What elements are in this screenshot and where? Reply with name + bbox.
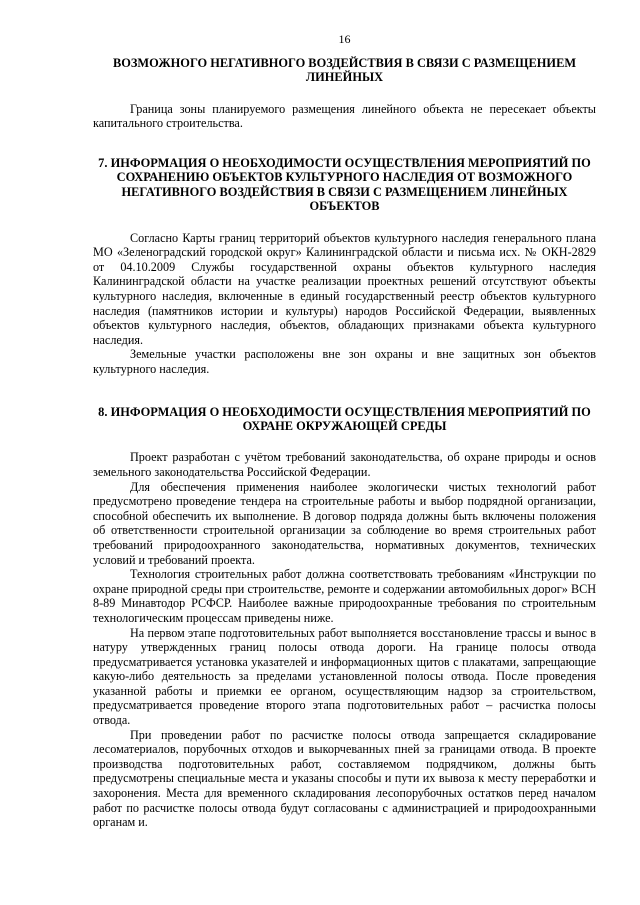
document-page xyxy=(93,32,596,830)
section-8-paragraph-5: При проведении работ по расчистке полосы отвода запрещается складирование лесоматериалов, порубочных отходов и выкорчеванных пней за границами отвода. В проекте производства подготовительных работ, составляемом подрядчиком, должны быть предусмотрены специальные места и указаны способы и пути их вывоза к месту переработки и захоронения. Места для временного складирования лесопорубочных остатков перед началом работ по расчистке полосы отвода будут согласованы с администрацией и природоохранными органам и. xyxy=(93,727,596,830)
section-7-paragraph-1: Согласно Карты границ территорий объектов культурного наследия генерального плана МО «Зеленоградский городской округ» Калининградской области и письма исх. № ОКН-2829 от 04.10.2009 Службы государственной охраны объектов культурного наследия Калининградской области на участке реализации проектных решений отсутствуют объекты культурного наследия, включенные в единый государственный реестр объектов культурного наследия (памятников истории и культуры) народов Российской Федерации, выявленных объектов культурного наследия, объектов, обладающих признаками объекта культурного наследия. xyxy=(93,230,596,347)
section-7-paragraph-2: Земельные участки расположены вне зон охраны и вне защитных зон объектов культурного наследия. xyxy=(93,347,596,376)
section-6-paragraph: Граница зоны планируемого размещения линейного объекта не пересекает объекты капитального строительства. xyxy=(93,101,596,131)
section-6-heading-tail: ВОЗМОЖНОГО НЕГАТИВНОГО ВОЗДЕЙСТВИЯ В СВЯЗИ С РАЗМЕЩЕНИЕМ ЛИНЕЙНЫХ xyxy=(112,56,577,85)
section-8-paragraph-2: Для обеспечения применения наиболее экологически чистых технологий работ предусмотрено проведение тендера на строительные работы и выбор подрядной организации, способной обеспечить их выполнение. В договор подряда должны быть включены положения об ответственности строительной организации за соблюдение во время строительных работ требований природоохранного законодательства, нормативных документов, технических условий и требований проекта. xyxy=(93,479,596,567)
section-8-paragraph-4: На первом этапе подготовительных работ выполняется восстановление трассы и вынос в натуру утвержденных границ полосы отвода дороги. На границе полосы отвода предусматривается установка указателей и информационных щитов с плакатами, запрещающие какую-либо деятельность за пределами установленной полосы отвода. После проведения указанной работы и приемки ее органом, осуществляющим надзор за строительством, предусматривается проведение второго этапа подготовительных работ – расчистка полосы отвода. xyxy=(93,625,596,728)
section-8-paragraph-1: Проект разработан с учётом требований законодательства, об охране природы и основ земельного законодательства Российской Федерации. xyxy=(93,450,596,479)
section-8-heading: 8. ИНФОРМАЦИЯ О НЕОБХОДИМОСТИ ОСУЩЕСТВЛЕНИЯ МЕРОПРИЯТИЙ ПО ОХРАНЕ ОКРУЖАЮЩЕЙ СРЕДЫ xyxy=(98,404,591,433)
section-8-paragraph-3: Технология строительных работ должна соответствовать требованиям «Инструкции по охране природной среды при строительстве, ремонте и содержании автомобильных дорог» ВСН 8-89 Минавтодор РСФСР. Наиболее важные природоохранные требования по строительным технологическим процессам приведены ниже. xyxy=(93,567,596,625)
page-number: 16 xyxy=(338,32,351,46)
section-7-heading: 7. ИНФОРМАЦИЯ О НЕОБХОДИМОСТИ ОСУЩЕСТВЛЕНИЯ МЕРОПРИЯТИЙ ПО СОХРАНЕНИЮ ОБЪЕКТОВ КУЛЬТУРНОГО НАСЛЕДИЯ ОТ ВОЗМОЖНОГО НЕГАТИВНОГО ВОЗДЕЙСТВИЯ В СВЯЗИ С РАЗМЕЩЕНИЕМ ЛИНЕЙНЫХ ОБЪЕКТОВ xyxy=(98,156,591,214)
